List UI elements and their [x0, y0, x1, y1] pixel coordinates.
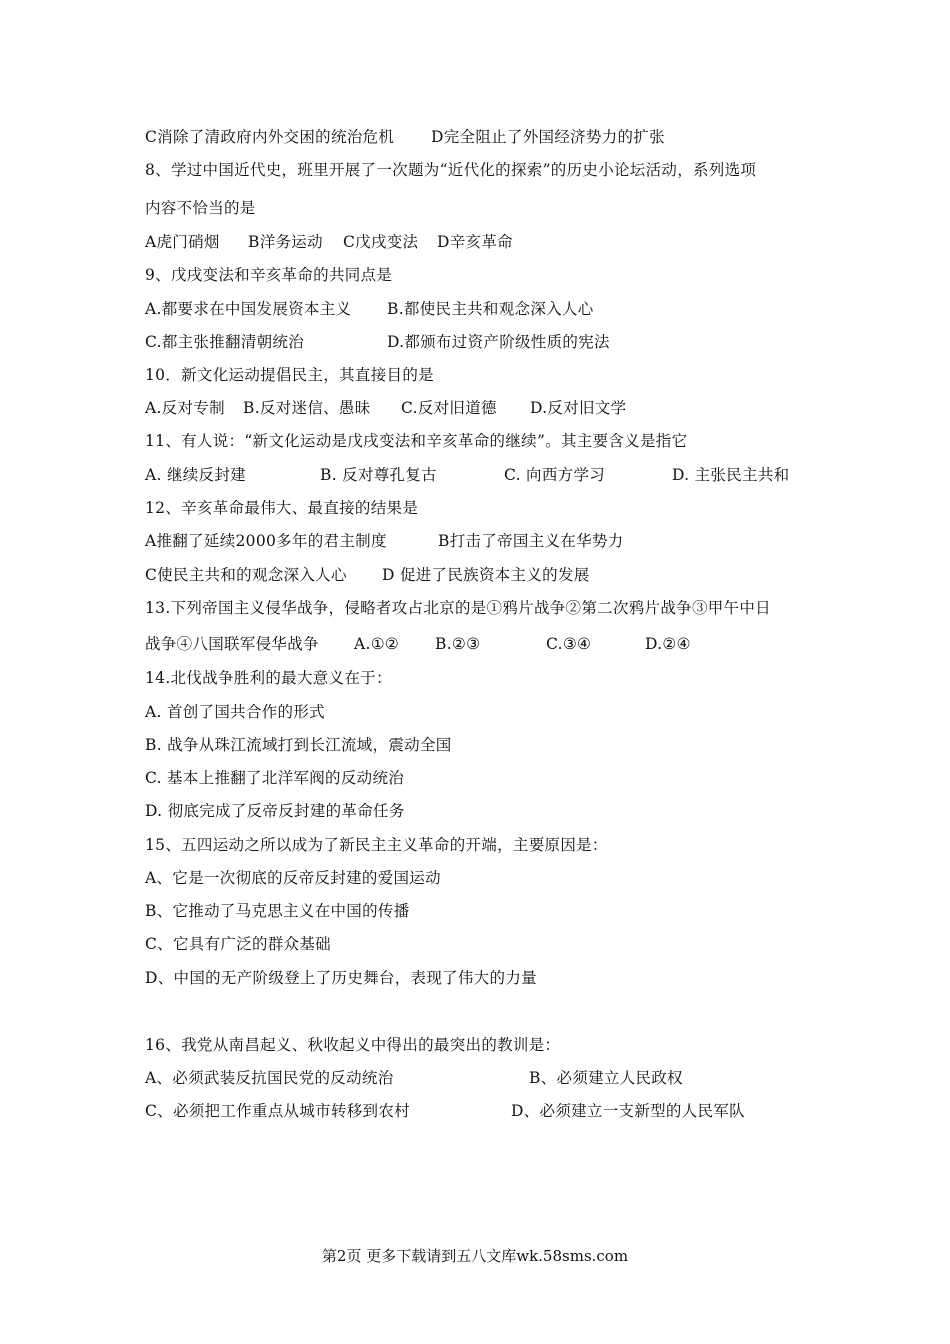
- q16-option-d: D、必须建立一支新型的人民军队: [511, 1102, 745, 1120]
- q11-option-d: D. 主张民主共和: [672, 466, 790, 484]
- q9-option-a: A.都要求在中国发展资本主义: [145, 300, 352, 318]
- q9-option-c: C.都主张推翻清朝统治: [145, 333, 305, 351]
- q8-option-d: D辛亥革命: [437, 233, 513, 251]
- q16-option-c: C、必须把工作重点从城市转移到农村: [145, 1102, 410, 1120]
- q8-stem-line2: 内容不恰当的是: [145, 199, 256, 217]
- page-footer: 第2页 更多下载请到五八文库wk.58sms.com: [321, 1247, 629, 1265]
- q11-option-c: C. 向西方学习: [504, 466, 606, 484]
- q8-option-b: B洋务运动: [248, 233, 323, 251]
- q7-option-d: D完全阻止了外国经济势力的扩张: [431, 128, 665, 146]
- q13-option-a: A.①②: [354, 635, 400, 653]
- q10-stem: 10．新文化运动提倡民主，其直接目的是: [145, 366, 434, 384]
- q9-option-b: B.都使民主共和观念深入人心: [387, 300, 594, 318]
- q11-option-a: A. 继续反封建: [145, 466, 246, 484]
- q15-stem: 15、五四运动之所以成为了新民主主义革命的开端，主要原因是：: [145, 836, 608, 854]
- q12-option-c: C使民主共和的观念深入人心: [145, 566, 347, 584]
- q10-option-a: A.反对专制: [145, 399, 225, 417]
- q16-stem: 16、我党从南昌起义、秋收起义中得出的最突出的教训是：: [145, 1036, 561, 1054]
- q13-option-d: D.②④: [645, 635, 691, 653]
- q13-option-c: C.③④: [546, 635, 592, 653]
- q15-option-b: B、它推动了马克思主义在中国的传播: [145, 902, 410, 920]
- q8-option-c: C戊戌变法: [343, 233, 419, 251]
- q10-option-b: B.反对迷信、愚昧: [243, 399, 371, 417]
- q10-option-d: D.反对旧文学: [530, 399, 627, 417]
- q14-option-d: D. 彻底完成了反帝反封建的革命任务: [145, 802, 405, 820]
- q12-option-d: D 促进了民族资本主义的发展: [382, 566, 590, 584]
- q9-stem: 9、戊戌变法和辛亥革命的共同点是: [145, 266, 393, 284]
- q8-option-a: A虎门硝烟: [145, 233, 220, 251]
- q8-stem-line1: 8、学过中国近代史，班里开展了一次题为“近代化的探索”的历史小论坛活动，系列选项: [145, 161, 757, 179]
- q10-option-c: C.反对旧道德: [401, 399, 497, 417]
- q12-stem: 12、辛亥革命最伟大、最直接的结果是: [145, 499, 419, 517]
- q15-option-d: D、中国的无产阶级登上了历史舞台，表现了伟大的力量: [145, 969, 537, 987]
- q12-option-a: A推翻了延续2000多年的君主制度: [145, 532, 387, 550]
- q16-option-a: A、必须武装反抗国民党的反动统治: [145, 1069, 394, 1087]
- q11-stem: 11、有人说：“新文化运动是戊戌变法和辛亥革命的继续”。其主要含义是指它: [145, 432, 688, 450]
- q13-stem-line2: 战争④八国联军侵华战争: [145, 635, 319, 653]
- q15-option-c: C、它具有广泛的群众基础: [145, 935, 331, 953]
- q13-stem-line1: 13.下列帝国主义侵华战争，侵略者攻占北京的是①鸦片战争②第二次鸦片战争③甲午中日: [145, 599, 771, 617]
- q15-option-a: A、它是一次彻底的反帝反封建的爱国运动: [145, 869, 441, 887]
- q16-option-b: B、必须建立人民政权: [529, 1069, 683, 1087]
- q14-option-c: C. 基本上推翻了北洋军阀的反动统治: [145, 769, 405, 787]
- q14-option-b: B. 战争从珠江流域打到长江流域，震动全国: [145, 736, 452, 754]
- q16-options-cd: [145, 1101, 745, 1181]
- q13-option-b: B.②③: [435, 635, 481, 653]
- q14-stem: 14.北伐战争胜利的最大意义在于：: [145, 669, 392, 687]
- q9-option-d: D.都颁布过资产阶级性质的宪法: [387, 333, 610, 351]
- q14-option-a: A. 首创了国共合作的形式: [145, 703, 325, 721]
- q12-option-b: B打击了帝国主义在华势力: [438, 532, 624, 550]
- q7-option-c: C消除了清政府内外交困的统治危机: [145, 128, 395, 146]
- q11-option-b: B. 反对尊孔复古: [320, 466, 437, 484]
